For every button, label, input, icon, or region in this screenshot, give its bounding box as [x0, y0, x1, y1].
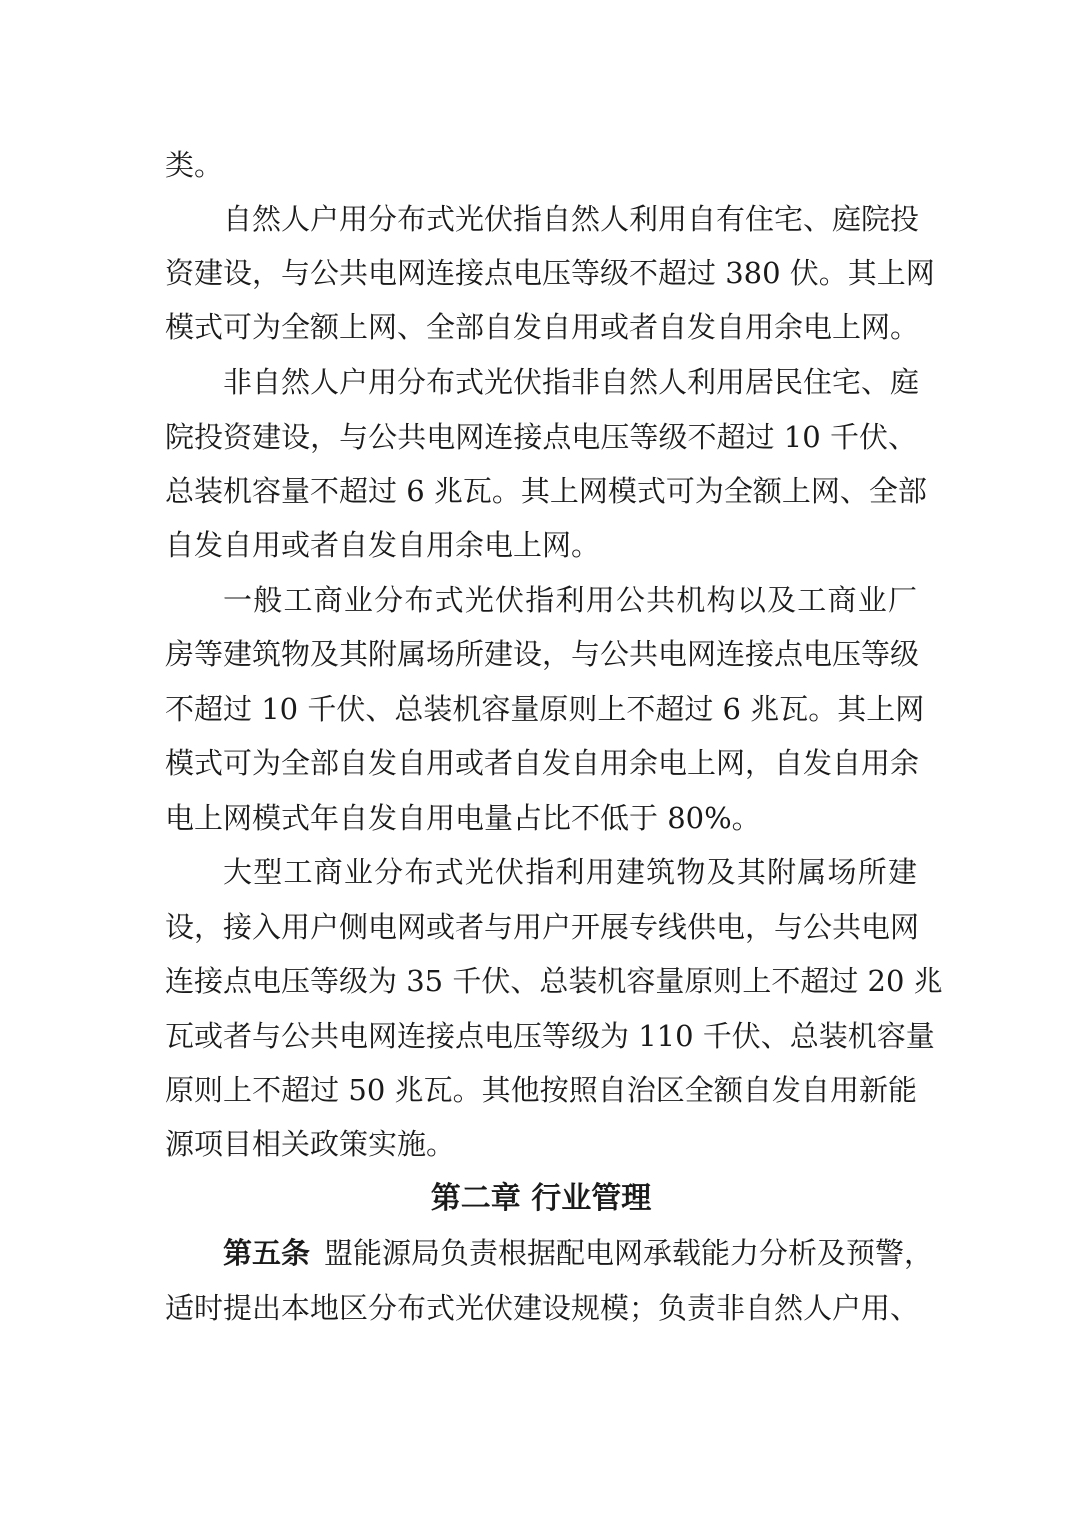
text-line: 设，接入用户侧电网或者与用户开展专线供电，与公共电网	[165, 910, 920, 944]
text-line: 类。	[165, 148, 224, 182]
chapter-heading: 第二章 行业管理	[430, 1181, 652, 1216]
text-line: 不超过 10 千伏、总装机容量原则上不超过 6 兆瓦。其上网	[165, 692, 925, 726]
text-line: 模式可为全额上网、全部自发自用或者自发自用余电上网。	[165, 310, 920, 344]
paragraph-start-line: 自然人户用分布式光伏指自然人利用自有住宅、庭院投	[223, 202, 920, 236]
text-line: 电上网模式年自发自用电量占比不低于 80%。	[165, 801, 761, 835]
paragraph-start-line: 非自然人户用分布式光伏指非自然人利用居民住宅、庭	[223, 365, 920, 399]
text-line: 自发自用或者自发自用余电上网。	[165, 528, 601, 562]
article-five-line	[223, 1226, 934, 1280]
paragraph-start-line: 一般工商业分布式光伏指利用公共机构以及工商业厂	[223, 583, 917, 617]
paragraph-start-line: 大型工商业分布式光伏指利用建筑物及其附属场所建	[223, 855, 917, 889]
text-line: 瓦或者与公共电网连接点电压等级为 110 千伏、总装机容量	[165, 1019, 935, 1053]
text-line: 源项目相关政策实施。	[165, 1127, 456, 1161]
text-line: 房等建筑物及其附属场所建设，与公共电网连接点电压等级	[165, 637, 920, 671]
text-line: 院投资建设，与公共电网连接点电压等级不超过 10 千伏、	[165, 420, 917, 454]
text-line: 适时提出本地区分布式光伏建设规模；负责非自然人户用、	[165, 1291, 920, 1325]
text-line: 原则上不超过 50 兆瓦。其他按照自治区全额自发自用新能	[165, 1073, 917, 1107]
article-label: 第五条	[223, 1236, 311, 1270]
text-line: 连接点电压等级为 35 千伏、总装机容量原则上不超过 20 兆	[165, 964, 943, 998]
article-text: 盟能源局负责根据配电网承载能力分析及预警，	[324, 1236, 934, 1270]
text-line: 模式可为全部自发自用或者自发自用余电上网，自发自用余	[165, 746, 920, 780]
text-line: 资建设，与公共电网连接点电压等级不超过 380 伏。其上网	[165, 256, 935, 290]
text-line: 总装机容量不超过 6 兆瓦。其上网模式可为全额上网、全部	[165, 474, 927, 508]
